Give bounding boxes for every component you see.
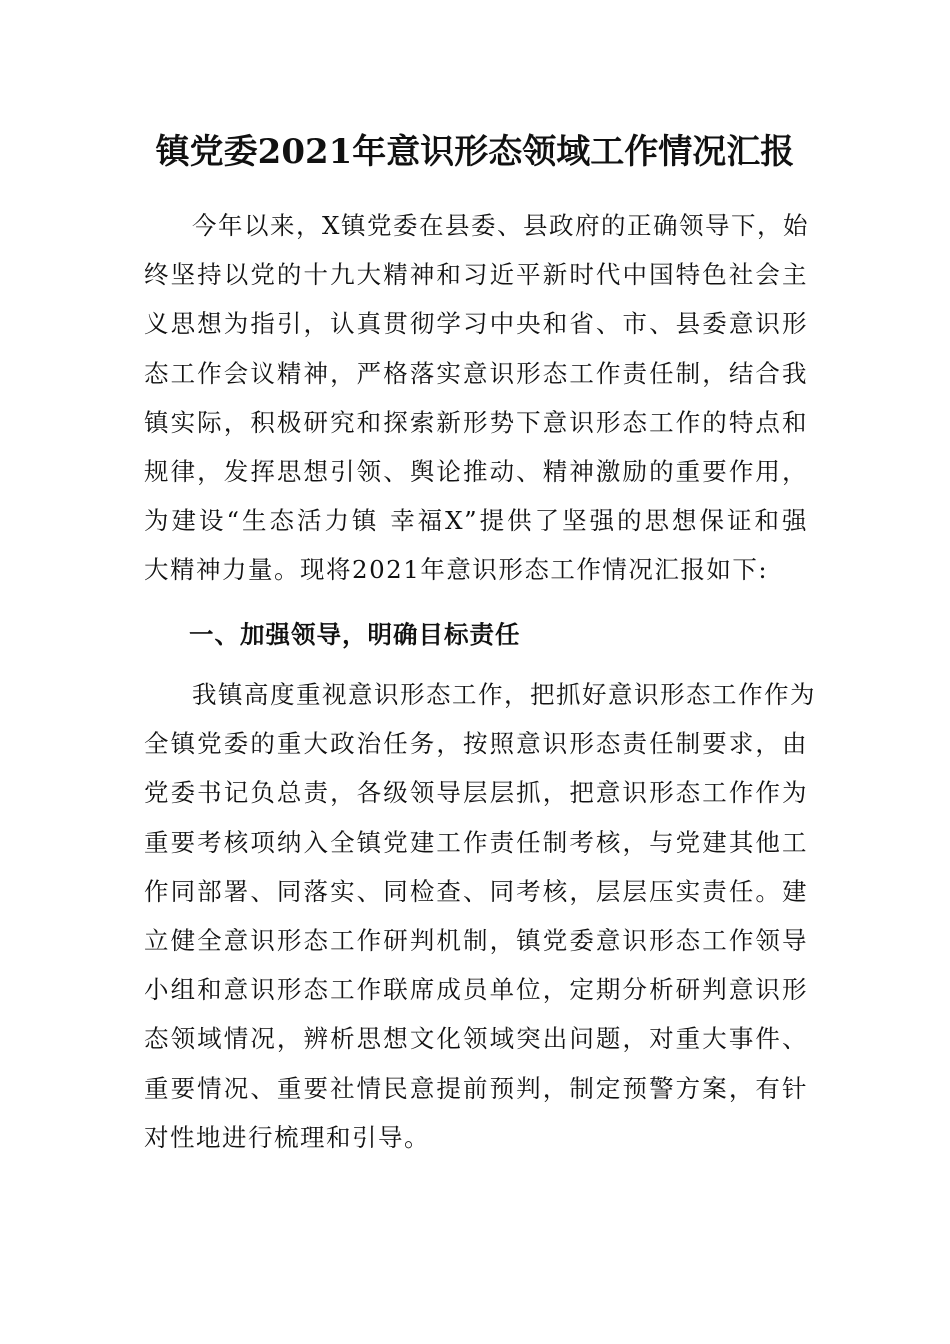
document-title: 镇党委2021年意识形态领域工作情况汇报: [155, 132, 795, 172]
paragraph-line: 态领域情况，辨析思想文化领域突出问题，对重大事件、: [144, 1024, 808, 1054]
paragraph-line: 大精神力量。现将2021年意识形态工作情况汇报如下:: [144, 555, 769, 585]
section-heading: 一、加强领导，明确目标责任: [189, 620, 521, 649]
paragraph-line: 重要考核项纳入全镇党建工作责任制考核，与党建其他工: [144, 827, 808, 857]
paragraph-line: 全镇党委的重大政治任务，按照意识形态责任制要求，由: [144, 729, 808, 759]
section1-paragraph: [144, 670, 816, 1162]
paragraph-line: 立健全意识形态工作研判机制，镇党委意识形态工作领导: [144, 926, 808, 956]
paragraph-line: 义思想为指引，认真贯彻学习中央和省、市、县委意识形: [144, 309, 808, 339]
paragraph-line: 镇实际，积极研究和探索新形势下意识形态工作的特点和: [144, 407, 808, 437]
paragraph-line: 终坚持以党的十九大精神和习近平新时代中国特色社会主: [144, 260, 808, 290]
paragraph-line: 党委书记负总责，各级领导层层抓，把意识形态工作作为: [144, 778, 808, 808]
paragraph-line: 作同部署、同落实、同检查、同考核，层层压实责任。建: [144, 876, 808, 906]
paragraph-line: 态工作会议精神，严格落实意识形态工作责任制，结合我: [144, 358, 808, 388]
paragraph-line: 我镇高度重视意识形态工作，把抓好意识形态工作作为: [192, 680, 816, 709]
paragraph-line: 为建设“生态活力镇 幸福X”提供了坚强的思想保证和强: [144, 506, 808, 536]
paragraph-line: 今年以来，X镇党委在县委、县政府的正确领导下，始: [192, 211, 809, 240]
paragraph-line: 小组和意识形态工作联席成员单位，定期分析研判意识形: [144, 975, 808, 1005]
paragraph-line: 对性地进行梳理和引导。: [144, 1122, 430, 1152]
intro-paragraph: [144, 201, 808, 595]
paragraph-line: 规律，发挥思想引领、舆论推动、精神激励的重要作用，: [144, 457, 808, 487]
paragraph-line: 重要情况、重要社情民意提前预判，制定预警方案，有针: [144, 1073, 808, 1103]
